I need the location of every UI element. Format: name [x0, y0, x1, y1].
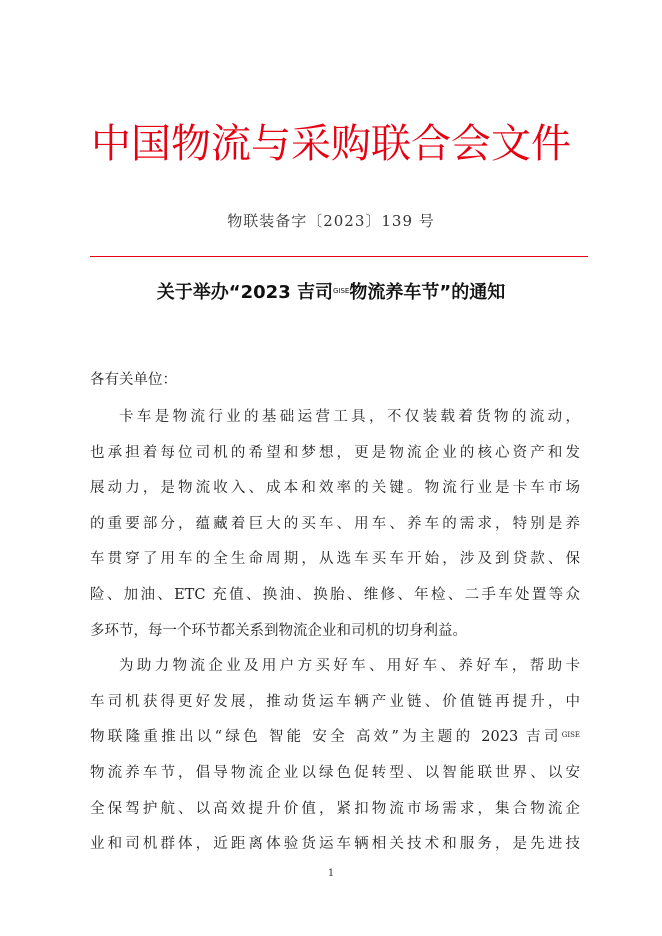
notice-title-part-1: 关于举办“2023 吉司 [156, 282, 333, 303]
notice-title-superscript: GISE [333, 287, 350, 295]
paragraph-line: 物流养车节，倡导物流企业以绿色促转型、以智能联世界、以安 [90, 764, 580, 781]
notice-title-part-2: 物流养车节”的通知 [349, 282, 506, 303]
paragraph-line: 多环节，每一个环节都关系到物流企业和司机的切身利益。 [90, 622, 467, 639]
paragraph-1 [90, 400, 580, 649]
document-number: 物联装备字〔2023〕139 号 [227, 212, 435, 230]
paragraph-line: 险、加油、ETC 充值、换油、换胎、维修、年检、二手车处置等众 [90, 586, 580, 603]
paragraph-line: 的重要部分，蕴藏着巨大的买车、用车、养车的需求，特别是养 [90, 515, 580, 532]
paragraph-2 [90, 649, 580, 863]
org-title: 中国物流与采购联合会文件 [91, 121, 571, 167]
paragraph-line: 为助力物流企业及用户方买好车、用好车、养好车，帮助卡 [119, 658, 580, 675]
paragraph-line: 展动力，是物流收入、成本和效率的关键。物流行业是卡车市场 [90, 480, 580, 497]
paragraph-line: 也承担着每位司机的希望和梦想，更是物流企业的核心资产和发 [90, 444, 580, 461]
body-text [90, 362, 580, 863]
paragraph-line [90, 720, 580, 756]
paragraph-line: 车贯穿了用车的全生命周期，从选车买车开始，涉及到贷款、保 [90, 551, 580, 568]
red-divider [90, 256, 588, 257]
paragraph-line: 车司机获得更好发展，推动货运车辆产业链、价值链再提升，中 [90, 693, 580, 710]
page-number: 1 [327, 868, 335, 879]
paragraph-line: 业和司机群体，近距离体验货运车辆相关技术和服务，是先进技 [90, 836, 580, 853]
paragraph-line: 卡车是物流行业的基础运营工具，不仅装载着货物的流动， [119, 409, 580, 425]
paragraph-line-part: 物联隆重推出以“绿色 智能 安全 高效”为主题的 2023 吉司 [90, 729, 562, 746]
paragraph-line: 全保驾护航、以高效提升价值，紧扣物流市场需求，集合物流企 [90, 800, 580, 817]
salutation: 各有关单位： [90, 372, 177, 388]
notice-title [0, 278, 662, 308]
superscript: GISE [561, 731, 580, 740]
